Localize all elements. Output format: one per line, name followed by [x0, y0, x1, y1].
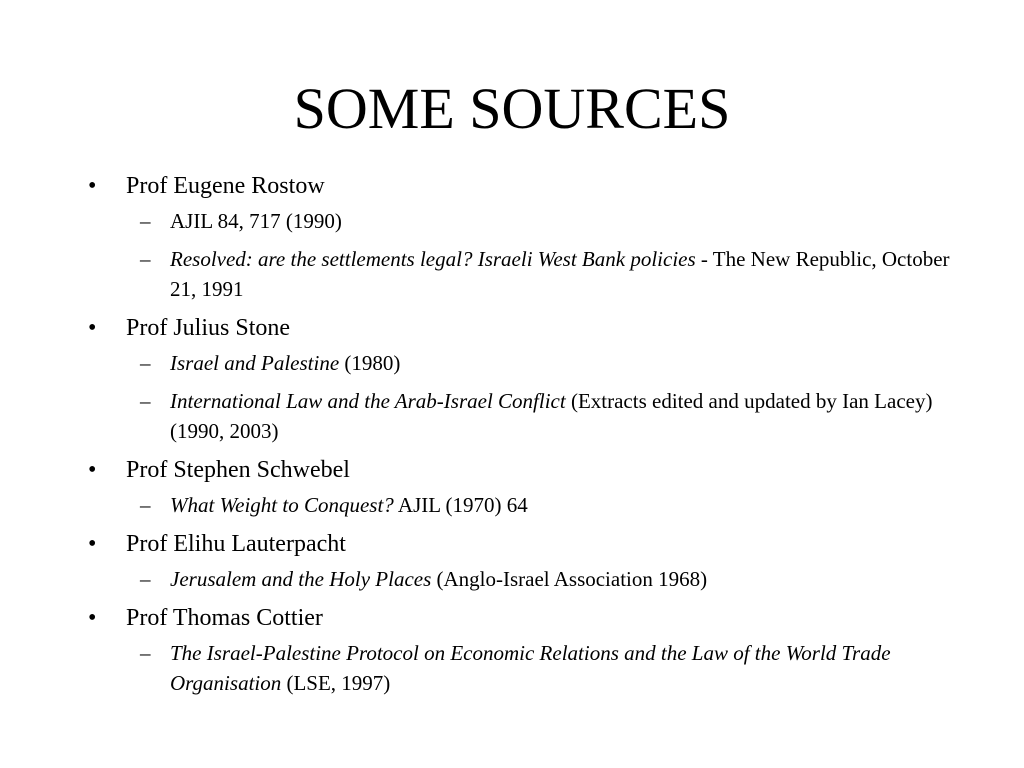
bullet-glyph: •: [88, 531, 97, 557]
dash-glyph: –: [140, 493, 151, 517]
sub-list: [84, 206, 954, 304]
sub-list: [84, 490, 954, 520]
sub-list: [84, 638, 954, 698]
bullet-item: [84, 602, 954, 634]
slide-title: SOME SOURCES: [293, 76, 731, 141]
bullet-label: Prof Stephen Schwebel: [126, 457, 350, 483]
sub-plain-text: - The New Republic, October 21, 1991: [170, 247, 950, 301]
dash-glyph: –: [140, 209, 151, 233]
dash-glyph: –: [140, 641, 151, 665]
sub-list: [84, 564, 954, 594]
sub-italic-text: Resolved: are the settlements legal? Israeli West Bank policies: [170, 247, 696, 271]
bullet-label: Prof Thomas Cottier: [126, 605, 323, 631]
bullet-glyph: •: [88, 173, 97, 199]
sub-item: [84, 638, 954, 698]
bullet-label: Prof Eugene Rostow: [126, 173, 325, 199]
sub-italic-text: Israel and Palestine: [170, 351, 340, 375]
sub-plain-text: (Anglo-Israel Association 1968): [431, 567, 708, 591]
sub-plain-text: (Extracts edited and updated by Ian Lacey) (1990, 2003): [170, 389, 933, 443]
sub-item: [84, 244, 954, 304]
sub-plain-text: AJIL 84, 717 (1990): [170, 209, 342, 233]
dash-glyph: –: [140, 351, 151, 375]
dash-glyph: –: [140, 389, 151, 413]
bullet-label: Prof Elihu Lauterpacht: [126, 531, 346, 557]
bullet-item: [84, 170, 954, 202]
sub-item: [84, 490, 954, 520]
sub-list: [84, 348, 954, 446]
sub-italic-text: Jerusalem and the Holy Places: [170, 567, 432, 591]
bullet-glyph: •: [88, 315, 97, 341]
sub-italic-text: International Law and the Arab-Israel Conflict: [170, 389, 566, 413]
sub-plain-text: AJIL (1970) 64: [393, 493, 528, 517]
sub-item: [84, 348, 954, 378]
sub-plain-text: (1980): [339, 351, 401, 375]
bullet-item: [84, 528, 954, 560]
bullet-label: Prof Julius Stone: [126, 315, 291, 341]
bullet-glyph: •: [88, 457, 97, 483]
sub-italic-text: The Israel-Palestine Protocol on Economic Relations and the Law of the World Trade Organisation: [170, 641, 891, 695]
sub-plain-text: (LSE, 1997): [281, 671, 391, 695]
dash-glyph: –: [140, 247, 151, 271]
dash-glyph: –: [140, 567, 151, 591]
sub-italic-text: What Weight to Conquest?: [170, 493, 394, 517]
source-list: [84, 170, 954, 706]
sub-item: [84, 564, 954, 594]
bullet-glyph: •: [88, 605, 97, 631]
bullet-item: [84, 454, 954, 486]
sub-item: [84, 386, 954, 446]
sub-item: [84, 206, 954, 236]
bullet-item: [84, 312, 954, 344]
